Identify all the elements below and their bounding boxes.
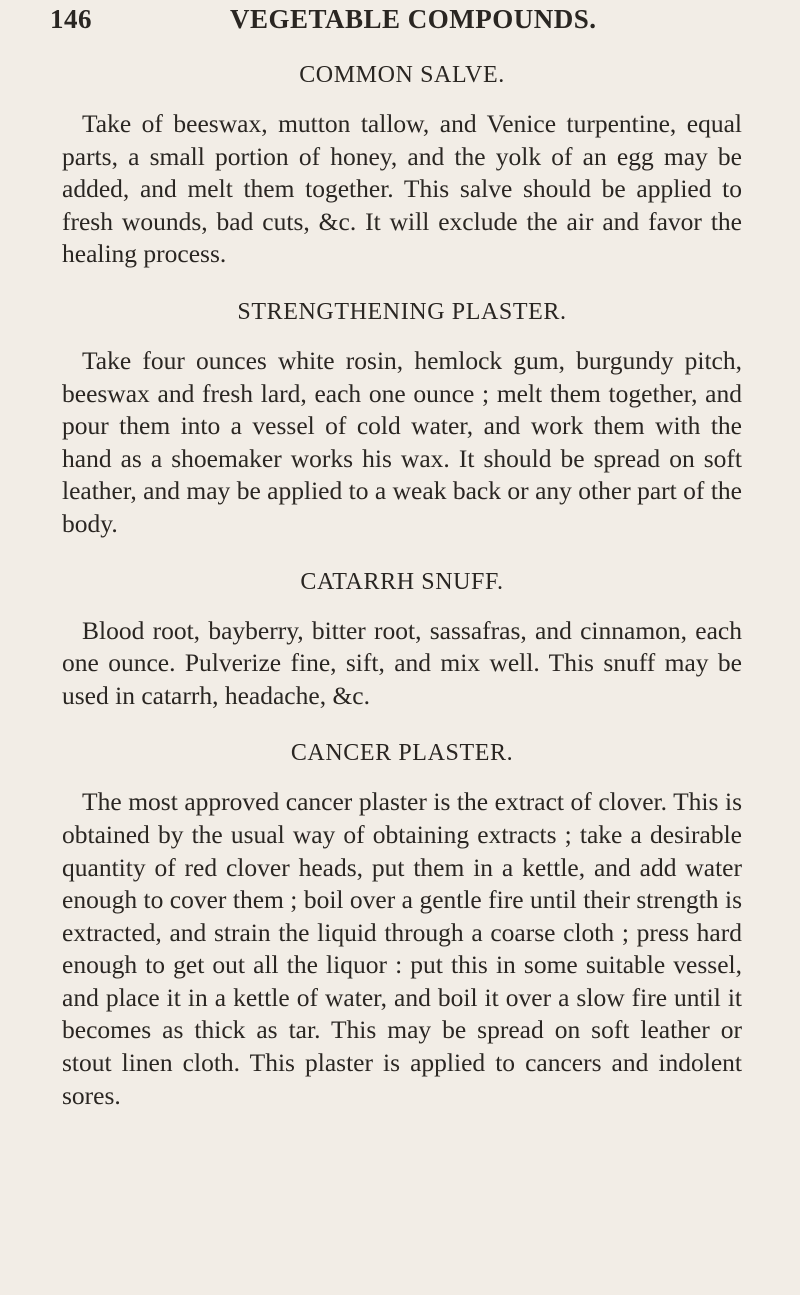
section-body: Take of beeswax, mutton tallow, and Venice turpentine, equal parts, a small portion of honey, and the yolk of an egg may be added, and melt them together. This salve should be applied to fresh wounds, bad cuts, &c. It will exclude the air and favor the healing process. (62, 109, 742, 269)
page-number: 146 (50, 4, 92, 34)
section-strengthening-plaster (62, 295, 742, 541)
running-head (50, 4, 760, 40)
section-cancer-plaster (62, 736, 742, 1112)
section-common-salve (62, 58, 742, 271)
section-title: STRENGTHENING PLASTER. (237, 298, 567, 325)
section-title: CANCER PLASTER. (290, 740, 514, 767)
page-content (62, 58, 742, 1112)
section-body: Blood root, bayberry, bitter root, sassafras, and cinnamon, each one ounce. Pulverize fine, sift, and mix well. This snuff may be used in catarrh, headache, &c. (62, 615, 742, 710)
section-title: COMMON SALVE. (299, 62, 505, 88)
section-body: Take four ounces white rosin, hemlock gum, burgundy pitch, beeswax and fresh lard, each one ounce ; melt them together, and pour them into a vessel of cold water, and work them with the hand as a shoemaker works his wax. It should be spread on soft leather, and may be applied to a weak back or any other part of the body. (62, 345, 742, 538)
section-body: The most approved cancer plaster is the extract of clover. This is obtained by the usual way of obtaining extracts ; take a desirable quantity of red clover heads, put them in a kettle, and add water enough to cover them ; boil over a gentle fire until their strength is extracted, and strain the liquid through a coarse cloth ; press hard enough to get out all the liquor : put this in some suitable vessel, and place it in a kettle of water, and boil it over a slow fire until it becomes as thick as tar. This may be spread on soft leather or stout linen cloth. This plaster is applied to cancers and indolent sores. (62, 787, 742, 1110)
section-catarrh-snuff (62, 565, 742, 713)
running-title: VEGETABLE COMPOUNDS. (230, 4, 597, 34)
section-title: CATARRH SNUFF. (300, 568, 504, 595)
